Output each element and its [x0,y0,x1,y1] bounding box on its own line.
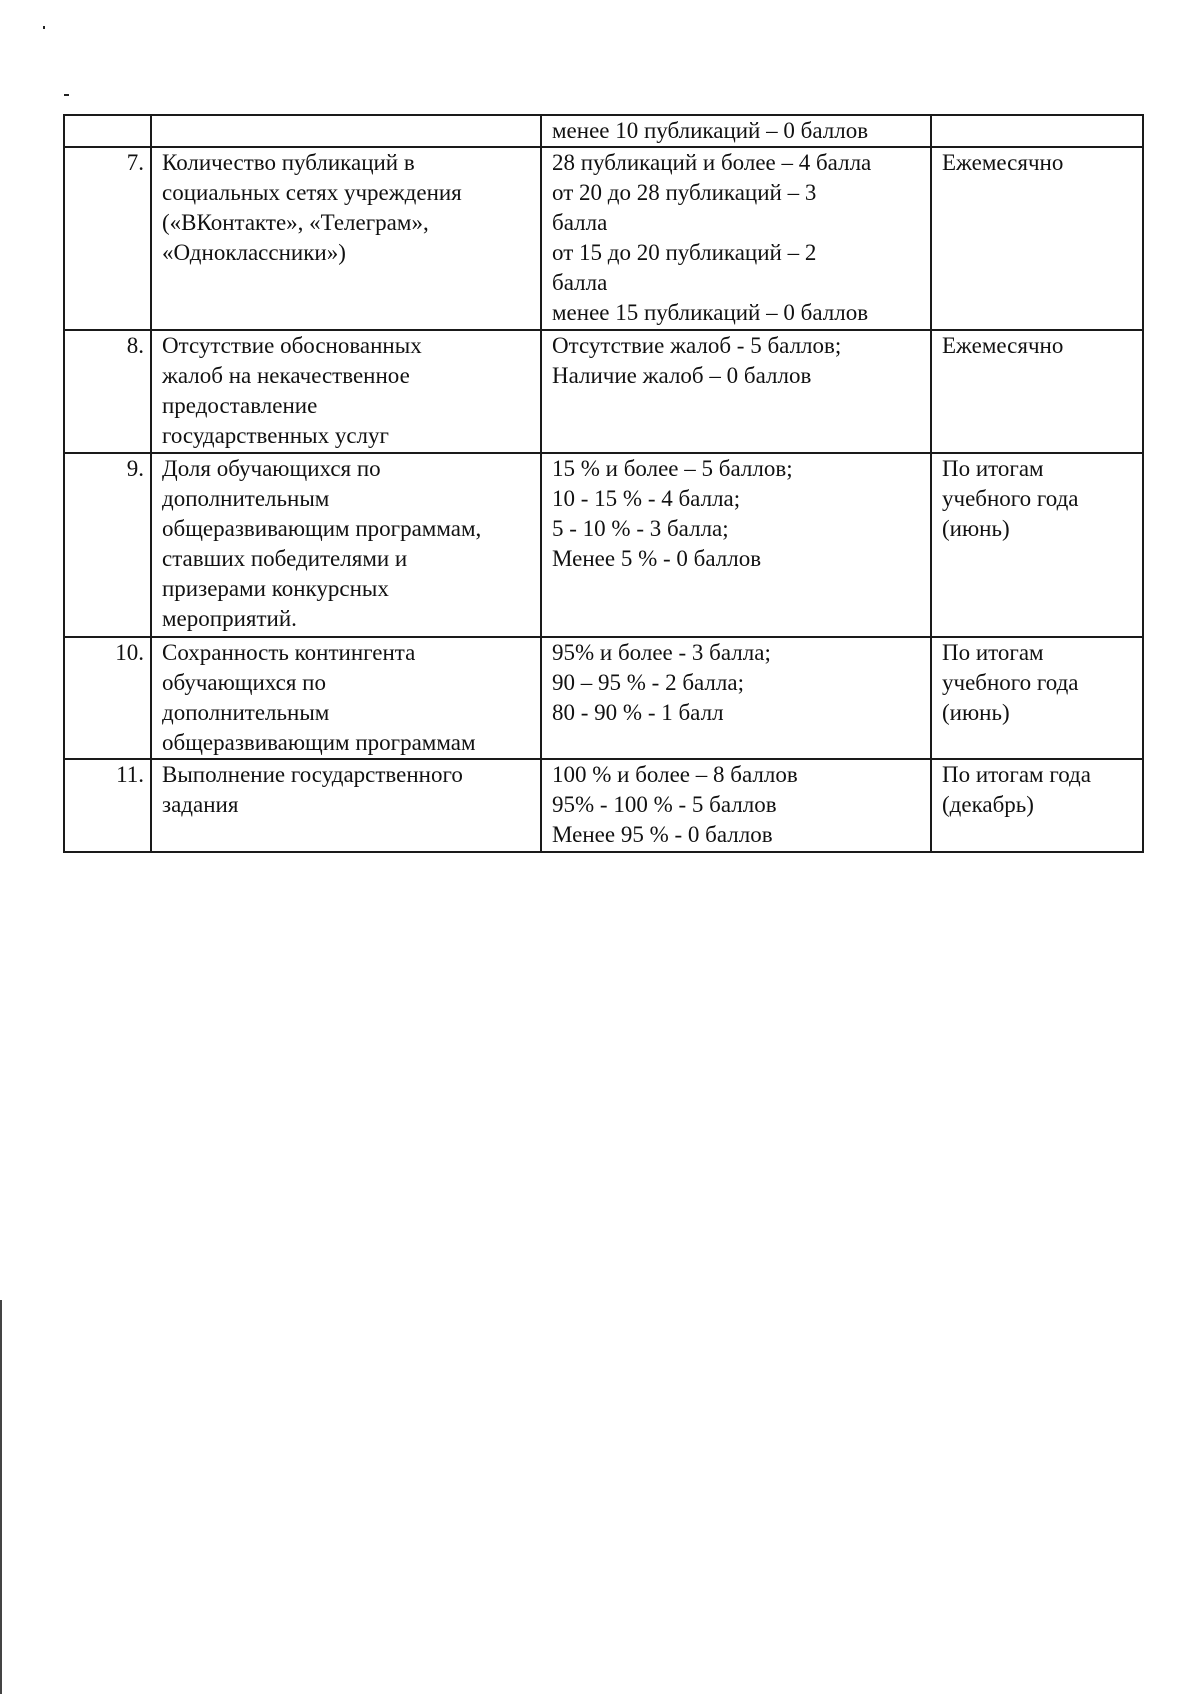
criterion-line: мероприятий. [162,606,297,631]
scan-speck [43,26,45,29]
scoring-line: менее 10 публикаций – 0 баллов [552,118,869,143]
period-line: учебного года [942,486,1079,511]
row-number-cell [64,115,151,147]
criterion-cell [151,330,541,453]
period-line: учебного года [942,670,1079,695]
scoring-line: Менее 5 % - 0 баллов [552,546,762,571]
period-line: По итогам [942,456,1044,481]
row-number-cell: 11. [64,759,151,852]
criterion-line: призерами конкурсных [162,576,389,601]
period-cell [931,453,1143,637]
criterion-line: дополнительным [162,486,330,511]
scoring-line: 95% - 100 % - 5 баллов [552,792,777,817]
criterion-line: социальных сетях учреждения [162,180,462,205]
scoring-line: от 20 до 28 публикаций – 3 [552,180,817,205]
scoring-line: 28 публикаций и более – 4 балла [552,150,872,175]
criterion-line: обучающихся по [162,670,326,695]
criterion-line: дополнительным [162,700,330,725]
period-cell [931,637,1143,759]
criterion-line: ставших победителями и [162,546,408,571]
scan-speck [64,94,69,96]
scoring-cell [541,453,931,637]
row-number-cell: 7. [64,147,151,330]
table-row [64,330,1143,453]
table-row [64,115,1143,147]
criterion-line: «Одноклассники») [162,240,346,265]
scoring-line: от 15 до 20 публикаций – 2 [552,240,817,265]
scoring-cell [541,115,931,147]
scoring-line: менее 15 публикаций – 0 баллов [552,300,869,325]
criterion-line: Отсутствие обоснованных [162,333,422,358]
criterion-cell [151,147,541,330]
period-line: (июнь) [942,700,1010,725]
criterion-line: Выполнение государственного [162,762,463,787]
scoring-cell [541,330,931,453]
period-cell [931,115,1143,147]
criteria-table [63,114,1144,853]
table-row [64,759,1143,852]
scoring-line: 100 % и более – 8 баллов [552,762,798,787]
period-cell [931,330,1143,453]
criterion-line: задания [162,792,239,817]
scoring-line: Наличие жалоб – 0 баллов [552,363,812,388]
criterion-line: Сохранность контингента [162,640,416,665]
period-line: (июнь) [942,516,1010,541]
row-number-cell: 9. [64,453,151,637]
period-line: По итогам [942,640,1044,665]
scoring-line: балла [552,270,608,295]
criterion-line: государственных услуг [162,423,389,448]
criterion-line: общеразвивающим программам [162,730,476,755]
criterion-cell [151,759,541,852]
criterion-line: Доля обучающихся по [162,456,381,481]
scoring-cell [541,759,931,852]
criterion-line: предоставление [162,393,318,418]
scoring-line: Менее 95 % - 0 баллов [552,822,773,847]
scoring-line: 80 - 90 % - 1 балл [552,700,724,725]
period-line: (декабрь) [942,792,1034,817]
scoring-line: 5 - 10 % - 3 балла; [552,516,729,541]
scoring-line: 95% и более - 3 балла; [552,640,771,665]
scoring-line: Отсутствие жалоб - 5 баллов; [552,333,842,358]
scoring-line: 90 – 95 % - 2 балла; [552,670,744,695]
criterion-cell [151,115,541,147]
period-cell [931,759,1143,852]
row-number-cell: 8. [64,330,151,453]
period-cell [931,147,1143,330]
scoring-cell [541,147,931,330]
criterion-line: Количество публикаций в [162,150,415,175]
scoring-cell [541,637,931,759]
criterion-line: жалоб на некачественное [162,363,410,388]
scoring-line: 10 - 15 % - 4 балла; [552,486,741,511]
scan-edge-line [0,1300,2,1694]
criterion-cell [151,453,541,637]
criterion-line: общеразвивающим программам, [162,516,482,541]
period-line: Ежемесячно [942,150,1064,175]
period-line: По итогам года [942,762,1091,787]
scoring-line: 15 % и более – 5 баллов; [552,456,793,481]
period-line: Ежемесячно [942,333,1064,358]
criterion-cell [151,637,541,759]
table-row [64,147,1143,330]
table-row [64,637,1143,759]
criterion-line: («ВКонтакте», «Телеграм», [162,210,429,235]
table-row [64,453,1143,637]
row-number-cell: 10. [64,637,151,759]
criteria-table-body [64,115,1143,852]
scoring-line: балла [552,210,608,235]
